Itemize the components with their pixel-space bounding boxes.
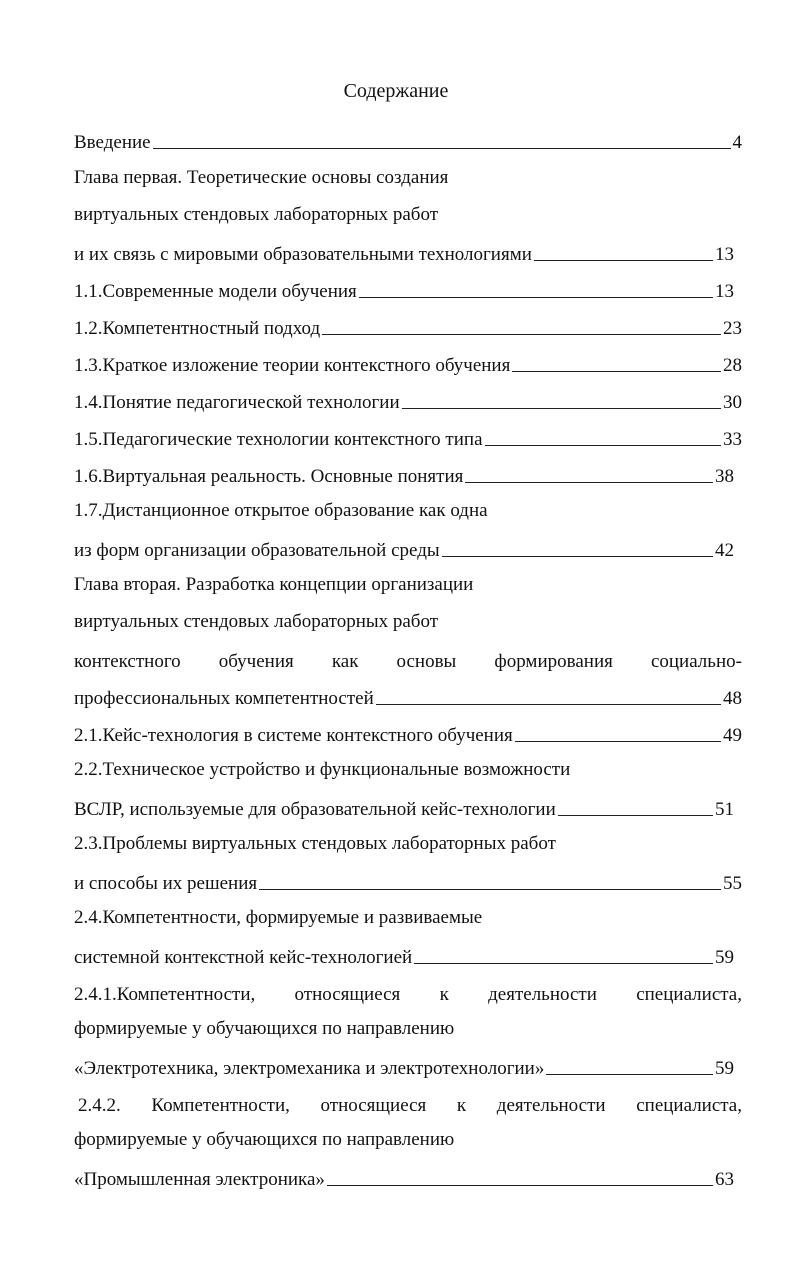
toc-page-number: 51 [715,799,734,820]
toc-word: 2.4.2. [78,1095,121,1116]
toc-page-number: 63 [715,1169,734,1190]
toc-entry-text: «Промышленная электроника» [74,1169,325,1190]
toc-2-4-line1: 2.4.Компетентности, формируемые и развиваемые [74,907,483,928]
toc-2-4-2-line2: формируемые у обучающихся по направлению [74,1129,455,1150]
toc-word: к [456,1095,467,1116]
toc-entry-text: «Электротехника, электромеханика и электротехнологии» [74,1058,545,1079]
toc-2-4-2-line1 [78,1089,742,1117]
toc-chapter2-line2: виртуальных стендовых лабораторных работ [74,611,439,632]
toc-page-number: 59 [715,1058,734,1079]
toc-entry-text: из форм организации образовательной среды [74,540,440,561]
toc-entry-text: 1.6.Виртуальная реальность. Основные понятия [74,466,464,487]
toc-leader [485,445,722,446]
toc-entry-chapter1 [74,238,734,266]
toc-page-number: 23 [723,318,742,339]
toc-word: формирования [494,651,613,672]
toc-2-4-1-line1 [74,978,742,1006]
toc-word: специалиста, [636,1095,742,1116]
toc-word: относящиеся [320,1095,427,1116]
toc-entry-text: 1.4.Понятие педагогической технологии [74,392,400,413]
toc-entry-text: 1.5.Педагогические технологии контекстного типа [74,429,483,450]
toc-page-number: 38 [715,466,734,487]
toc-entry-text: профессиональных компетентностей [74,688,374,709]
toc-entry-2-4-1 [74,1052,734,1080]
toc-page-number: 28 [723,355,742,376]
toc-word: к [439,984,449,1005]
toc-entry-1-5 [74,423,742,451]
toc-2-3-line1: 2.3.Проблемы виртуальных стендовых лабораторных работ [74,833,556,854]
toc-entry-2-1 [74,719,742,747]
toc-entry-2-2 [74,793,734,821]
toc-entry-chapter2 [74,682,742,710]
toc-word: 2.4.1.Компетентности, [74,984,256,1005]
toc-chapter2-line3 [74,645,742,673]
toc-page-number: 13 [715,281,734,302]
toc-word: относящиеся [294,984,401,1005]
toc-chapter2-line1: Глава вторая. Разработка концепции организации [74,574,474,595]
toc-page-number: 42 [715,540,734,561]
toc-word: деятельности [496,1095,606,1116]
toc-2-2-line1: 2.2.Техническое устройство и функциональные возможности [74,759,571,780]
toc-2-4-1-line2: формируемые у обучающихся по направлению [74,1018,455,1039]
toc-entry-2-4-2 [74,1163,734,1191]
toc-word: социально- [650,651,742,672]
toc-entry-text: Введение [74,132,151,153]
toc-leader [442,556,713,557]
toc-page-number: 55 [723,873,742,894]
toc-leader [259,889,721,890]
toc-leader [359,297,713,298]
toc-page-number: 30 [723,392,742,413]
toc-entry-text: и способы их решения [74,873,258,894]
toc-leader [558,815,713,816]
toc-entry-text: 1.1.Современные модели обучения [74,281,357,302]
toc-entry-2-4 [74,941,734,969]
toc-entry-1-6 [74,460,734,488]
toc-entry-1-2 [74,312,742,340]
toc-word: как [331,651,359,672]
toc-page-number: 33 [723,429,742,450]
toc-leader [546,1074,713,1075]
toc-leader [534,260,713,261]
toc-entry-1-1 [74,275,734,303]
toc-page-number: 48 [723,688,742,709]
toc-word: обучения [218,651,294,672]
toc-entry-2-3 [74,867,742,895]
toc-leader [322,334,721,335]
toc-leader [376,704,721,705]
toc-leader [512,371,721,372]
toc-word: контекстного [74,651,181,672]
toc-leader [515,741,721,742]
toc-entry-text: ВСЛР, используемые для образовательной кейс-технологии [74,799,556,820]
toc-word: основы [396,651,457,672]
toc-leader [327,1185,713,1186]
toc-leader [153,148,731,149]
toc-entry-text: и их связь с мировыми образовательными технологиями [74,244,532,265]
toc-leader [414,963,713,964]
toc-chapter1-line1: Глава первая. Теоретические основы создания [74,167,449,188]
page-title: Содержание [343,80,449,102]
toc-leader [465,482,713,483]
toc-word: деятельности [488,984,597,1005]
toc-entry-1-7 [74,534,734,562]
toc-page-number: 4 [732,132,742,153]
toc-entry-text: 2.1.Кейс-технология в системе контекстного обучения [74,725,513,746]
toc-entry-1-4 [74,386,742,414]
toc-1-7-line1: 1.7.Дистанционное открытое образование как одна [74,500,488,521]
toc-word: специалиста, [636,984,742,1005]
toc-entry-intro [74,126,742,154]
toc-entry-text: системной контекстной кейс-технологией [74,947,413,968]
toc-page-number: 49 [723,725,742,746]
toc-entry-text: 1.3.Краткое изложение теории контекстного обучения [74,355,511,376]
toc-entry-text: 1.2.Компетентностный подход [74,318,321,339]
toc-page-number: 13 [715,244,734,265]
toc-leader [402,408,721,409]
toc-chapter1-line2: виртуальных стендовых лабораторных работ [74,204,439,225]
toc-word: Компетентности, [151,1095,290,1116]
toc-entry-1-3 [74,349,742,377]
toc-page-number: 59 [715,947,734,968]
